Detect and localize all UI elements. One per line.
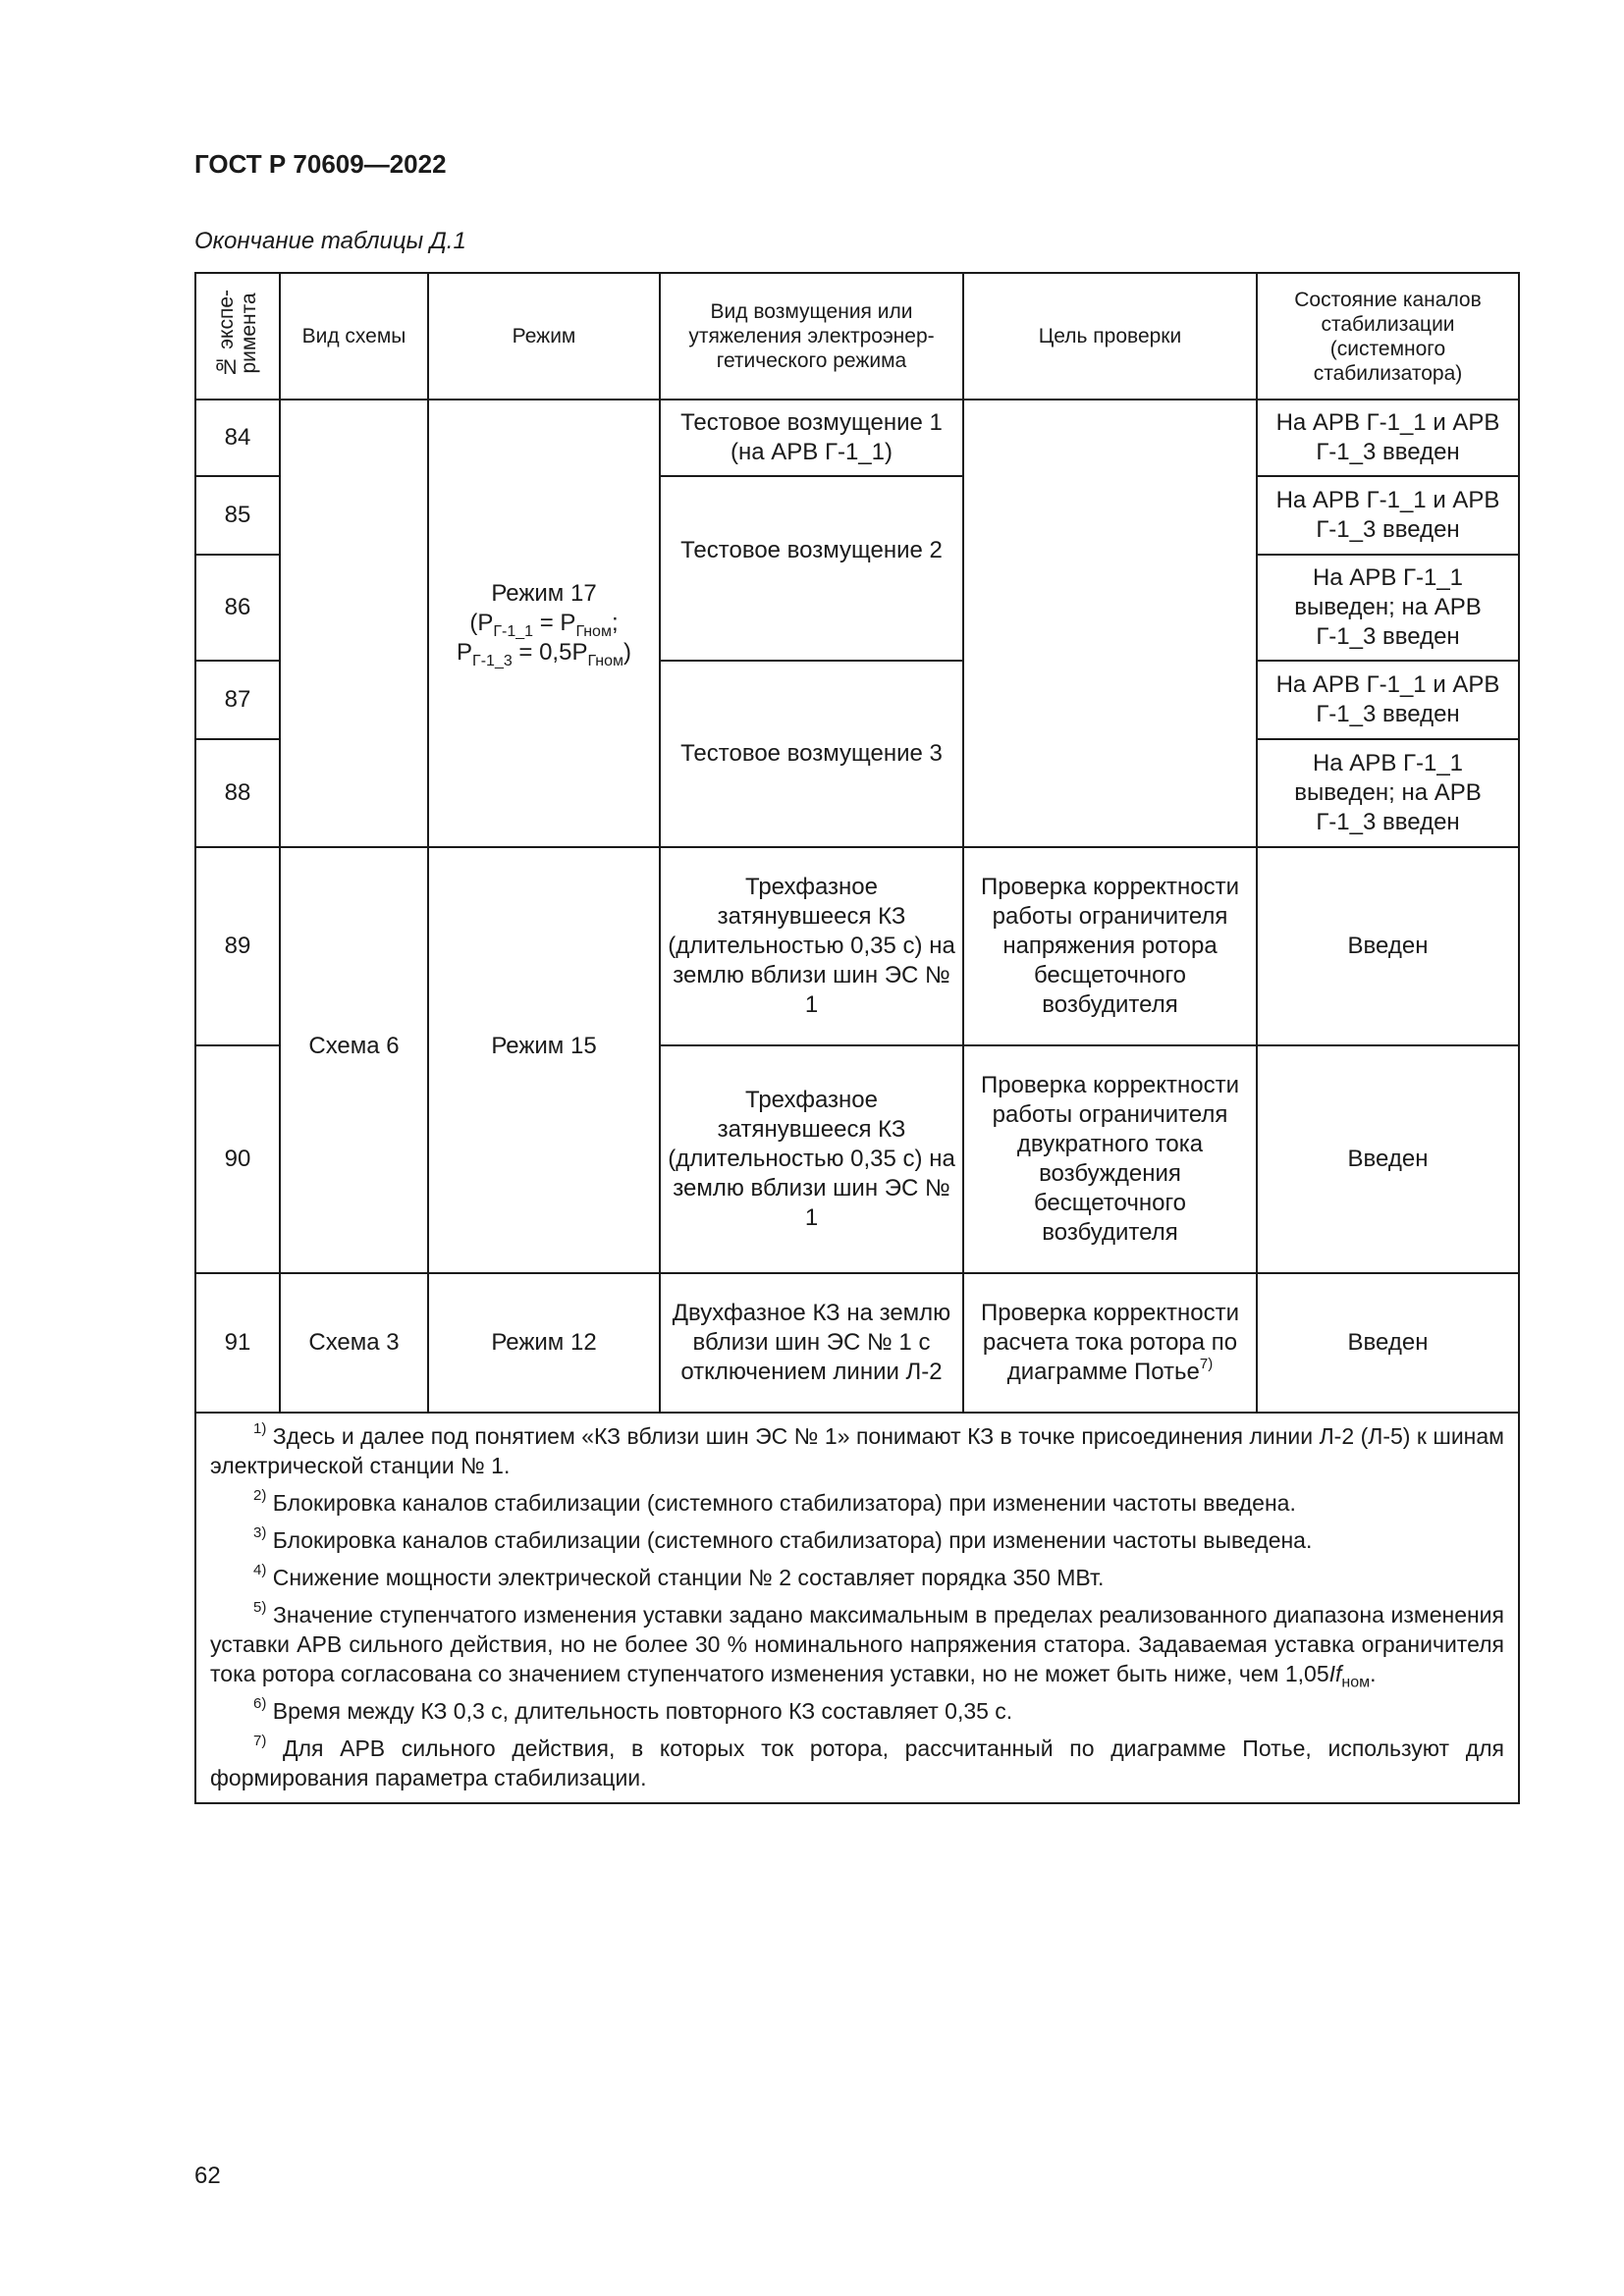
- row-number: 87: [195, 661, 280, 739]
- footnotes: [195, 1413, 1519, 1803]
- footnote-6: $^{6)}$ Время между КЗ 0,3 с, длительность повторного КЗ составляет 0,35 с.: [253, 1695, 1013, 1724]
- footnote-1: $^{1)}$ Здесь и далее под понятием «КЗ вблизи шин ЭС № 1» понимают КЗ в точке присоединения линии Л-2 (Л-5) к шинам электрической станции № 1.: [210, 1420, 1504, 1478]
- stabilization-cell: Введен: [1257, 1045, 1519, 1273]
- purpose-cell-empty: [963, 400, 1257, 847]
- footnote-4: $^{4)}$ Снижение мощности электрической станции № 2 составляет порядка 350 МВт.: [253, 1562, 1105, 1590]
- header-stabilization-state: Состояние каналов стабилизации (системного стабилизатора): [1257, 273, 1519, 400]
- stabilization-cell: На АРВ Г-1_1 выведен; на АРВ Г-1_3 введен: [1257, 555, 1519, 661]
- disturbance-cell: Трехфазное затянувшееся КЗ (длительностью 0,35 с) на землю вблизи шин ЭС № 1: [660, 1045, 963, 1273]
- mode-cell-upper: [428, 847, 660, 1045]
- header-row: [195, 273, 1519, 400]
- stabilization-cell: Введен: [1257, 847, 1519, 1045]
- purpose-cell: Проверка корректности работы ограничителя напряжения ротора бесщеточного возбудителя: [963, 847, 1257, 1045]
- footnote-5: $^{5)}$ Значение ступенчатого изменения уставки задано максимальным в пределах реализованного диапазона изменения уставки АРВ сильного действия, но не более 30 % номинального напряжения статора. Задаваемая уставка ограничителя тока ротора согласована со значением ступенчатого изменения уставки, но не может быть ниже, чем $1,05If_{ном}$.: [210, 1599, 1504, 1691]
- mode-17-cell: [428, 400, 660, 847]
- mode-15-cell: Режим 15: [428, 1045, 660, 1273]
- disturbance-cell: Тестовое возмущение 3: [660, 661, 963, 847]
- purpose-cell: Проверка корректности работы ограничителя двукратного тока возбуждения бесщеточного возбудителя: [963, 1045, 1257, 1273]
- mode-17-formula-2: $P_{Г-1\_3} = 0,5P_{Гном}$): [457, 639, 631, 669]
- footnote-7: $^{7)}$ Для АРВ сильного действия, в которых ток ротора, рассчитанный по диаграмме Потье, используют для формирования параметра стабилизации.: [210, 1733, 1504, 1790]
- table-row: [195, 400, 1519, 476]
- scheme-cell-empty: [280, 400, 428, 847]
- stabilization-cell: Введен: [1257, 1273, 1519, 1413]
- scheme-cell: Схема 3: [280, 1273, 428, 1413]
- header-experiment-number: № экспе- римента: [195, 273, 280, 400]
- row-number: 89: [195, 847, 280, 1045]
- header-mode: Режим: [428, 273, 660, 400]
- row-number: 91: [195, 1273, 280, 1413]
- disturbance-cell: Тестовое возмущение 1 (на АРВ Г-1_1): [660, 400, 963, 476]
- row-number: 85: [195, 476, 280, 555]
- header-check-purpose: Цель проверки: [963, 273, 1257, 400]
- table-row: [195, 847, 1519, 1045]
- disturbance-cell: Трехфазное затянувшееся КЗ (длительностью 0,35 с) на землю вблизи шин ЭС № 1: [660, 847, 963, 1045]
- disturbance-cell: Тестовое возмущение 2: [660, 476, 963, 661]
- footnote-2: $^{2)}$ Блокировка каналов стабилизации (системного стабилизатора) при изменении частоты введена.: [253, 1487, 1296, 1516]
- row-number: 88: [195, 739, 280, 847]
- stabilization-cell: На АРВ Г-1_1 и АРВ Г-1_3 введен: [1257, 400, 1519, 476]
- experiments-table: [194, 272, 1520, 1804]
- row-number: 90: [195, 1045, 280, 1273]
- mode-17-title: Режим 17: [491, 580, 597, 607]
- row-number: 86: [195, 555, 280, 661]
- mode-17-formula-1: ($P_{Г-1\_1} = P_{Гном}$;: [469, 610, 619, 640]
- scheme-6-cell: Схема 6: [280, 1045, 428, 1273]
- purpose-cell: Проверка корректности расчета тока ротора по диаграмме Потье$^{7)}$: [963, 1273, 1257, 1413]
- page-number: 62: [194, 2163, 221, 2189]
- stabilization-cell: На АРВ Г-1_1 выведен; на АРВ Г-1_3 введен: [1257, 739, 1519, 847]
- header-disturbance-type: Вид возмущения или утяжеления электроэнер-гетического режима: [660, 273, 963, 400]
- mode-cell: Режим 12: [428, 1273, 660, 1413]
- stabilization-cell: На АРВ Г-1_1 и АРВ Г-1_3 введен: [1257, 476, 1519, 555]
- table-row: [195, 1273, 1519, 1413]
- footnote-3: $^{3)}$ Блокировка каналов стабилизации (системного стабилизатора) при изменении частоты выведена.: [253, 1524, 1313, 1553]
- header-scheme-type: Вид схемы: [280, 273, 428, 400]
- scheme-cell-upper: [280, 847, 428, 1045]
- table-row: [195, 1045, 1519, 1273]
- table-caption: Окончание таблицы Д.1: [194, 228, 466, 254]
- document-code: ГОСТ Р 70609—2022: [194, 149, 447, 179]
- footnotes-row: [195, 1413, 1519, 1803]
- disturbance-cell: Двухфазное КЗ на землю вблизи шин ЭС № 1 с отключением линии Л-2: [660, 1273, 963, 1413]
- stabilization-cell: На АРВ Г-1_1 и АРВ Г-1_3 введен: [1257, 661, 1519, 739]
- row-number: 84: [195, 400, 280, 476]
